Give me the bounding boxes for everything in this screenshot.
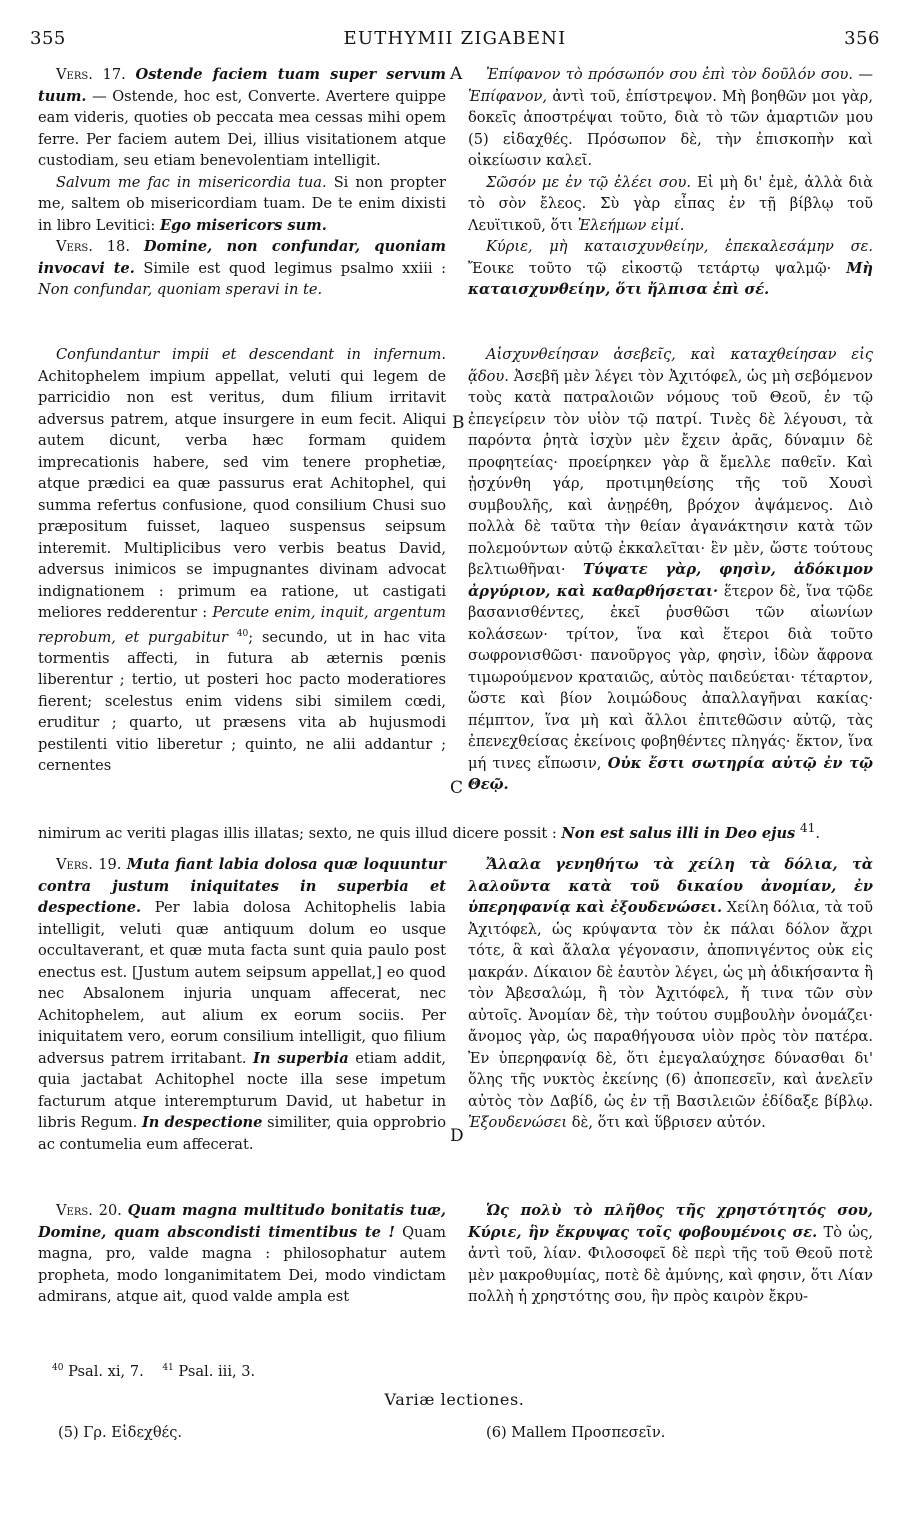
latin-block-17-18 <box>38 64 446 344</box>
margin-marker-c: C <box>450 778 464 798</box>
margin-marker-b: B <box>452 413 465 433</box>
greek-paragraph: Αἰσχυνθείησαν ἀσεβεῖς, καὶ καταχθείησαν εἰς ᾅδου. Ἀσεβῆ μὲν λέγει τὸν Ἀχιτόφελ, ὡς μὴ σεβόμενον τοὺς κατὰ πατραλοιῶν νόμους τοῦ Θεοῦ, ἐν τῷ ἐπεγείρειν τὸν υἱὸν τῷ πατρί. Τινὲς δὲ λέγουσι, τὰ παρόντα ῥητὰ ἰσχὺν μὲν ἔχειν ἀρᾶς, δύναμιν δὲ προφητείας· προείρηκεν γὰρ ἃ ἔμελλε παθεῖν. Καὶ ᾐσχύνθη γάρ, προτιμηθείσης τῆς τοῦ Χουσὶ συμβουλῆς, καὶ ἀνῃρέθη, βρόχον ἀψάμενος. Διὸ πολλὰ δὲ ταῦτα τὴν θείαν ἀγανάκτησιν κατὰ τῶν πολεμούντων αὐτῷ ἐκκαλεῖται· ἓν μὲν, ὥστε τούτους βελτιωθῆναι· Τύψατε γὰρ, φησὶν, ἀδόκιμον ἀργύριον, καὶ καθαρθήσεται· ἕτερον δὲ, ἵνα τῷδε βασανισθέντες, ἐκεῖ ῥυσθῶσι τῶν αἰωνίων κολάσεων· τρίτον, ἵνα καὶ ἕτεροι διὰ τοῦτο σωφρονισθῶσι· πανοῦργος γὰρ, φησὶν, ἰδὼν ἄφρονα τιμωρούμενον κραταιῶς, αὐτὸς παιδεύεται· τέταρτον, ὥστε καὶ βίον λοιμώδους ἀπαλλαγῆναι κακίας· πέμπτον, ἵνα μὴ καὶ ἄλλοι ἐπιτεθῶσιν αὐτῷ, τὰς ἐπενεχθείσας ἐκείνοις φοβηθέντες πληγάς· ἕκτον, ἵνα μή τινες εἴπωσιν, Οὐκ ἔστι σωτηρία αὐτῷ ἐν τῷ Θεῷ. <box>468 346 874 793</box>
page-number-right: 356 <box>844 28 880 49</box>
latin-block-confundantur <box>38 344 446 854</box>
greek-paragraph: Ἐπίφανον τὸ πρόσωπόν σου ἐπὶ τὸν δοῦλόν σου. — Ἐπίφανον, ἀντὶ τοῦ, ἐπίστρεψον. Μὴ βοηθῶν μοι γὰρ, δοκεῖς ἀποστρέψαι τοῦτο, διὰ τὸ τῶν ἁμαρτιῶν μου (5) εἰδαχθές. Πρόσωπον δὲ, τὴν ἐπισκοπὴν καὶ οἰκείωσιν καλεῖ. <box>468 66 874 169</box>
variant-reading-6: (6) Mallem Προσπεσεῖν. <box>486 1424 666 1441</box>
latin-paragraph: Salvum me fac in misericordia tua. Si non propter me, saltem ob misericordiam tuam. De te enim dixisti in libro Levitici: Ego misericors sum. <box>38 173 447 234</box>
latin-paragraph: Confundantur impii et descendant in infernum. Achitophelem impium appellat, veluti qui legem de parricidio non est veritus, dum filium irritavit adversus patrem, atque insurgere in eum fecit. Aliqui autem dicunt, verba hæc formam quidem imprecationis habere, sed vim tenere prophetiæ, atque prædici ea quæ passurus erat Achitophel, qui summa refertus confusione, quod consilium Chusi suo præpositum fuisset, laqueo suspensus seipsum interemit. Multiplicibus vero verbis beatus David, adversus inimicos se impugnantes divinam advocat indignationem : primum ea ratione, ut castigati meliores redderentur : Percute enim, inquit, argentum reprobum, et purgabitur $^{40}$; secundo, ut in hac vita tormentis affecti, in futura ab æternis pœnis liberentur ; tertio, ut posteri hoc pacto moderatiores fierent; scelestus enim videns sibi similem cœdi, eruditur ; quarto, ut præsens vita ab hujusmodi pestilenti vitio liberetur ; quinto, ne alii addantur ; cernentes <box>38 346 446 775</box>
page-number-left: 355 <box>30 28 66 49</box>
greek-block-17-18 <box>468 64 873 344</box>
greek-paragraph: Σῶσόν με ἐν τῷ ἐλέει σου. Εἰ μὴ δι' ἐμὲ, ἀλλὰ διὰ τὸ σὸν ἔλεος. Σὺ γὰρ εἶπας ἐν τῇ βίβλῳ τοῦ Λευϊτικοῦ, ὅτι Ἐλεήμων εἰμί. <box>468 173 874 234</box>
variae-heading: Variæ lectiones. <box>384 1390 525 1409</box>
latin-block-20 <box>38 1200 446 1308</box>
greek-block-20 <box>468 1200 873 1308</box>
latin-block-19 <box>38 854 446 1200</box>
footnote-ref-41: 41 <box>799 821 816 835</box>
margin-marker-a: A <box>450 64 463 84</box>
greek-paragraph: Ὡς πολὺ τὸ πλῆθος τῆς χρηστότητός σου, Κύριε, ἣν ἔκρυψας τοῖς φοβουμένοις σε. Τὸ ὡς, ἀντὶ τοῦ, λίαν. Φιλοσοφεῖ δὲ περὶ τῆς τοῦ Θεοῦ ποτὲ μὲν μακροθυμίας, ποτὲ δὲ ἀμύνης, καὶ φησιν, ὅτι Λίαν πολλὴ ἡ χρηστότης σου, ἣν πρὸς καιρὸν ἔκρυ- <box>468 1202 873 1305</box>
latin-overrun-line: nimirum ac veriti plagas illis illatas; sexto, ne quis illud dicere possit : Non est salus illi in Deo ejus $^{41}$. <box>38 821 821 842</box>
latin-paragraph: Vers. 17. Ostende faciem tuam super servum tuum. — Ostende, hoc est, Converte. Avertere quippe eam videris, quoties ob peccata mea cessas mihi opem ferre. Per faciem autem Dei, illius visitationem atque custodiam, seu etiam benevolentiam intelligit. <box>38 66 447 169</box>
running-title: EUTHYMII ZIGABENI <box>343 28 567 49</box>
greek-column <box>468 64 873 1308</box>
latin-paragraph: Vers. 18. Domine, non confundar, quoniam invocavi te. Simile est quod legimus psalmo xxiii : Non confundar, quoniam speravi in te. <box>38 238 447 298</box>
footnotes: $^{40}$ Psal. xi, 7. $^{41}$ Psal. iii, 3. <box>52 1363 256 1380</box>
greek-paragraph: Ἄλαλα γενηθήτω τὰ χείλη τὰ δόλια, τὰ λαλοῦντα κατὰ τοῦ δικαίου ἀνομίαν, ἐν ὑπερηφανίᾳ καὶ ἐξουδενώσει. Χείλη δόλια, τὰ τοῦ Ἀχιτόφελ, ὡς κρύψαντα τὸν ἐκ πάλαι δόλον ἄχρι τότε, ἃ καὶ ἄλαλα γέγονασιν, ἀποπνιγέντος οὐκ εἰς μακράν. Δίκαιον δὲ ἑαυτὸν λέγει, ὡς μὴ ἀδικήσαντα ἢ τὸν Ἀβεσαλώμ, ἢ τὸν Ἀχιτόφελ, ἤ τινα τῶν σὺν αὐτοῖς. Ἀνομίαν δὲ, τὴν τούτου συμβουλὴν ὀνομάζει· ἄνομος γὰρ, ὡς παραθήγουσα υἱὸν πρὸς τὸν πατέρα. Ἐν ὑπερηφανίᾳ δὲ, ὅτι ἐμεγαλαύχησε δύνασθαι δι' ὅλης τῆς νυκτὸς ἐκείνης (6) ἀποπεσεῖν, καὶ ἀνελεῖν αὐτὸς τὸν Δαβίδ, ὡς ἐν τῇ Βασιλειῶν ἐδίδαξε βίβλῳ. Ἐξουδενώσει δὲ, ὅτι καὶ ὕβρισεν αὐτόν. <box>468 856 874 1131</box>
latin-column <box>38 64 446 1308</box>
greek-paragraph: Κύριε, μὴ καταισχυνθείην, ἐπεκαλεσάμην σε. Ἔοικε τοῦτο τῷ εἰκοστῷ τετάρτῳ ψαλμῷ· Μὴ καταισχυνθείην, ὅτι ἤλπισα ἐπὶ σέ. <box>468 238 874 298</box>
latin-paragraph: Vers. 19. Muta fiant labia dolosa quæ loquuntur contra justum iniquitates in superbia et despectione. Per labia dolosa Achitophelis labia intelligit, veluti quæ antiquum dolum eo usque occultaverant, et quæ muta facta sunt quia paulo post enectus est. [Justum autem seipsum appellat,] eo quod nec Absalonem injuria unquam affecerat, nec Achitophelem, aut alium ex eorum sociis. Per iniquitatem vero, eorum consilium intelligit, quo filium adversus patrem irritabant. In superbia etiam addit, quia jactabat Achitophel nocte illa sese impetum facturum atque interempturum David, ut habetur in libris Regum. In despectione similiter, quia opprobrio ac contumelia eum affecerat. <box>38 856 447 1153</box>
variant-reading-5: (5) Γρ. Εἰδεχθές. <box>58 1424 183 1441</box>
greek-block-19 <box>468 854 873 1200</box>
footnote-41-text: Psal. iii, 3. <box>178 1363 256 1380</box>
running-header <box>30 28 880 54</box>
latin-paragraph: Vers. 20. Quam magna multitudo bonitatis tuæ, Domine, quam abscondisti timentibus te ! Quam magna, pro, valde magna : philosophatur autem propheta, modo longanimitatem Dei, modo vindictam admirans, atque ait, quod valde ampla est <box>38 1202 446 1305</box>
footnote-ref-40: 40 <box>236 628 249 639</box>
margin-marker-d: D <box>450 1126 464 1146</box>
footnote-40-text: Psal. xi, 7. <box>68 1363 144 1380</box>
greek-block-aischyntheiesan <box>468 344 873 854</box>
